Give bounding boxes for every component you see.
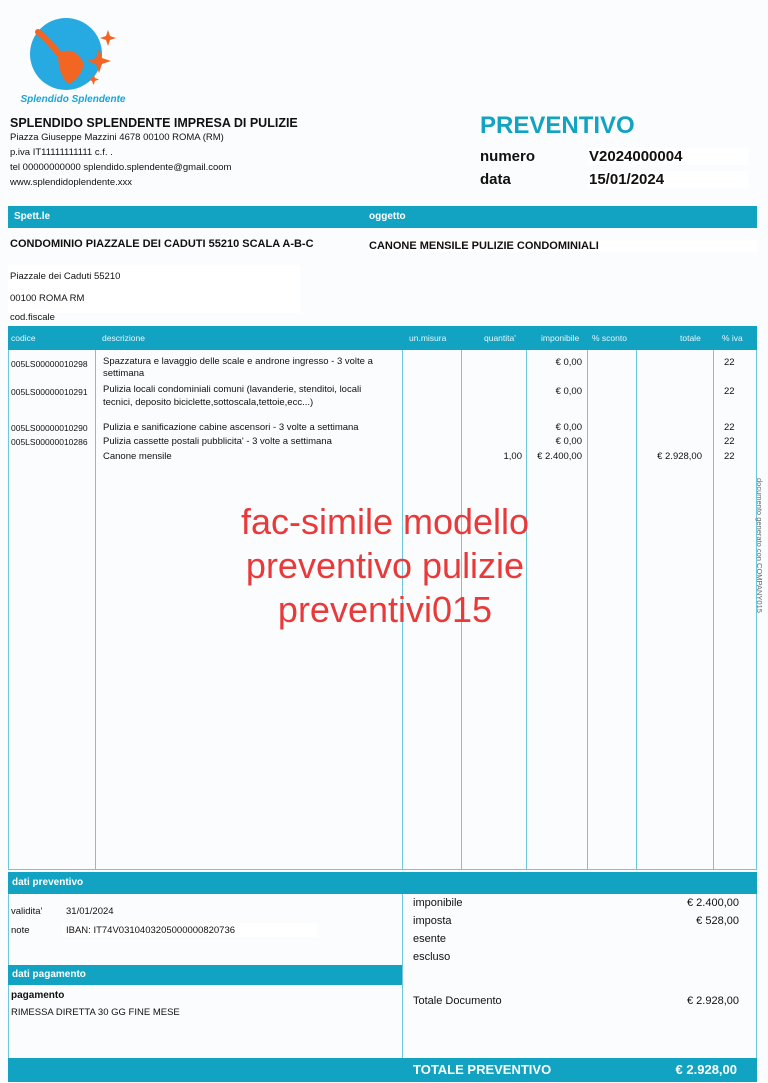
recipient-city: 00100 ROMA RM [10,293,85,304]
row-desc: tecnici, deposito biciclette,sottoscala,tettoie,ecc...) [103,397,314,408]
subject-text: CANONE MENSILE PULIZIE CONDOMINIALI [369,240,757,252]
row-desc: Pulizia e sanificazione cabine ascensori - 3 volte a settimana [103,422,359,433]
row-totale: € 2.928,00 [657,451,702,462]
watermark-line: preventivo pulizie [245,545,525,586]
row-imponibile: € 0,00 [555,386,582,397]
row-desc: Canone mensile [103,451,172,462]
row-code: 005LS00000010298 [11,359,88,369]
details-bar [8,872,757,894]
recipient-street: Piazzale dei Caduti 55210 [10,271,121,282]
row-qty: 1,00 [503,451,522,462]
date-label: data [480,171,511,188]
bottom-border [756,894,757,1060]
logo-text: Splendido Splendente [20,94,126,105]
summary-total-label: Totale Documento [413,995,502,1007]
summary-total: € 2.928,00 [687,995,739,1007]
side-note [752,478,766,638]
recipient-header: Spett.le [14,211,51,222]
validity-value: 31/01/2024 [66,906,114,917]
row-desc: Pulizia cassette postali pubblicita' - 3 volte a settimana [103,436,332,447]
row-iva: 22 [724,436,735,447]
th-iva: % iva [722,333,743,343]
row-desc: Pulizia locali condominiali comuni (lavanderie, stenditoi, locali [103,384,362,395]
row-iva: 22 [724,422,735,433]
payment-bar [8,965,402,985]
recipient-cf-label: cod.fiscale [10,312,55,323]
col-divider [636,350,637,870]
watermark-line: fac-simile modello [240,501,530,542]
total-label: TOTALE PREVENTIVO [413,1062,552,1077]
payment-header: dati pagamento [12,969,86,980]
row-code: 005LS00000010290 [11,423,88,433]
col-divider [95,350,96,870]
recipient-subject-bar [8,206,757,228]
th-qty: quantita' [484,333,516,343]
th-imponibile: imponibile [541,333,580,343]
recipient-name: CONDOMINIO PIAZZALE DEI CADUTI 55210 SCALA A-B-C [10,238,314,250]
company-address: Piazza Giuseppe Mazzini 4678 00100 ROMA (RM) [10,132,224,143]
side-note-text: documento generato con COMPANY015 [755,478,764,613]
th-codice: codice [11,333,36,343]
th-descrizione: descrizione [102,333,145,343]
payment-label: pagamento [11,990,65,1001]
document-title: PREVENTIVO [480,112,635,139]
row-imponibile: € 0,00 [555,422,582,433]
broom-sparkle-icon [18,10,128,100]
payment-value: RIMESSA DIRETTA 30 GG FINE MESE [11,1007,180,1018]
row-imponibile: € 2.400,00 [537,451,582,462]
details-header: dati preventivo [12,877,84,888]
document-number: V2024000004 [588,148,748,165]
row-iva: 22 [724,357,735,368]
row-imponibile: € 0,00 [555,357,582,368]
summary-imponibile-label: imponibile [413,897,463,909]
th-totale: totale [680,333,701,343]
summary-imponibile: € 2.400,00 [687,897,739,909]
row-code: 005LS00000010286 [11,437,88,447]
company-web: www.splendidoplendente.xxx [10,177,132,188]
company-contact: tel 00000000000 splendido.splendente@gmail.coom [10,162,232,173]
row-iva: 22 [724,451,735,462]
company-piva: p.iva IT11111111111 c.f. . [10,147,113,158]
subject-header: oggetto [369,211,406,222]
th-um: un.misura [409,333,447,343]
row-desc: settimana [103,368,145,379]
bottom-divider [402,894,403,1060]
company-name: SPLENDIDO SPLENDENTE IMPRESA DI PULIZIE [10,116,298,130]
validity-label: validita' [11,906,43,917]
total-value: € 2.928,00 [675,1062,737,1077]
document-date: 15/01/2024 [588,171,748,188]
th-sconto: % sconto [592,333,627,343]
summary-imposta-label: imposta [413,915,452,927]
note-label: note [11,925,30,936]
col-divider [713,350,714,870]
summary-esente-label: esente [413,933,447,945]
watermark [150,500,620,632]
row-code: 005LS00000010291 [11,387,88,397]
number-label: numero [480,148,536,165]
watermark-line: preventivi015 [277,589,493,630]
row-iva: 22 [724,386,735,397]
row-imponibile: € 0,00 [555,436,582,447]
summary-imposta: € 528,00 [696,915,739,927]
note-value: IBAN: IT74V0310403205000000820736 [66,925,236,936]
summary-escluso-label: escluso [413,951,451,963]
total-bar [8,1058,757,1082]
row-desc: Spazzatura e lavaggio delle scale e androne ingresso - 3 volte a [103,356,373,367]
